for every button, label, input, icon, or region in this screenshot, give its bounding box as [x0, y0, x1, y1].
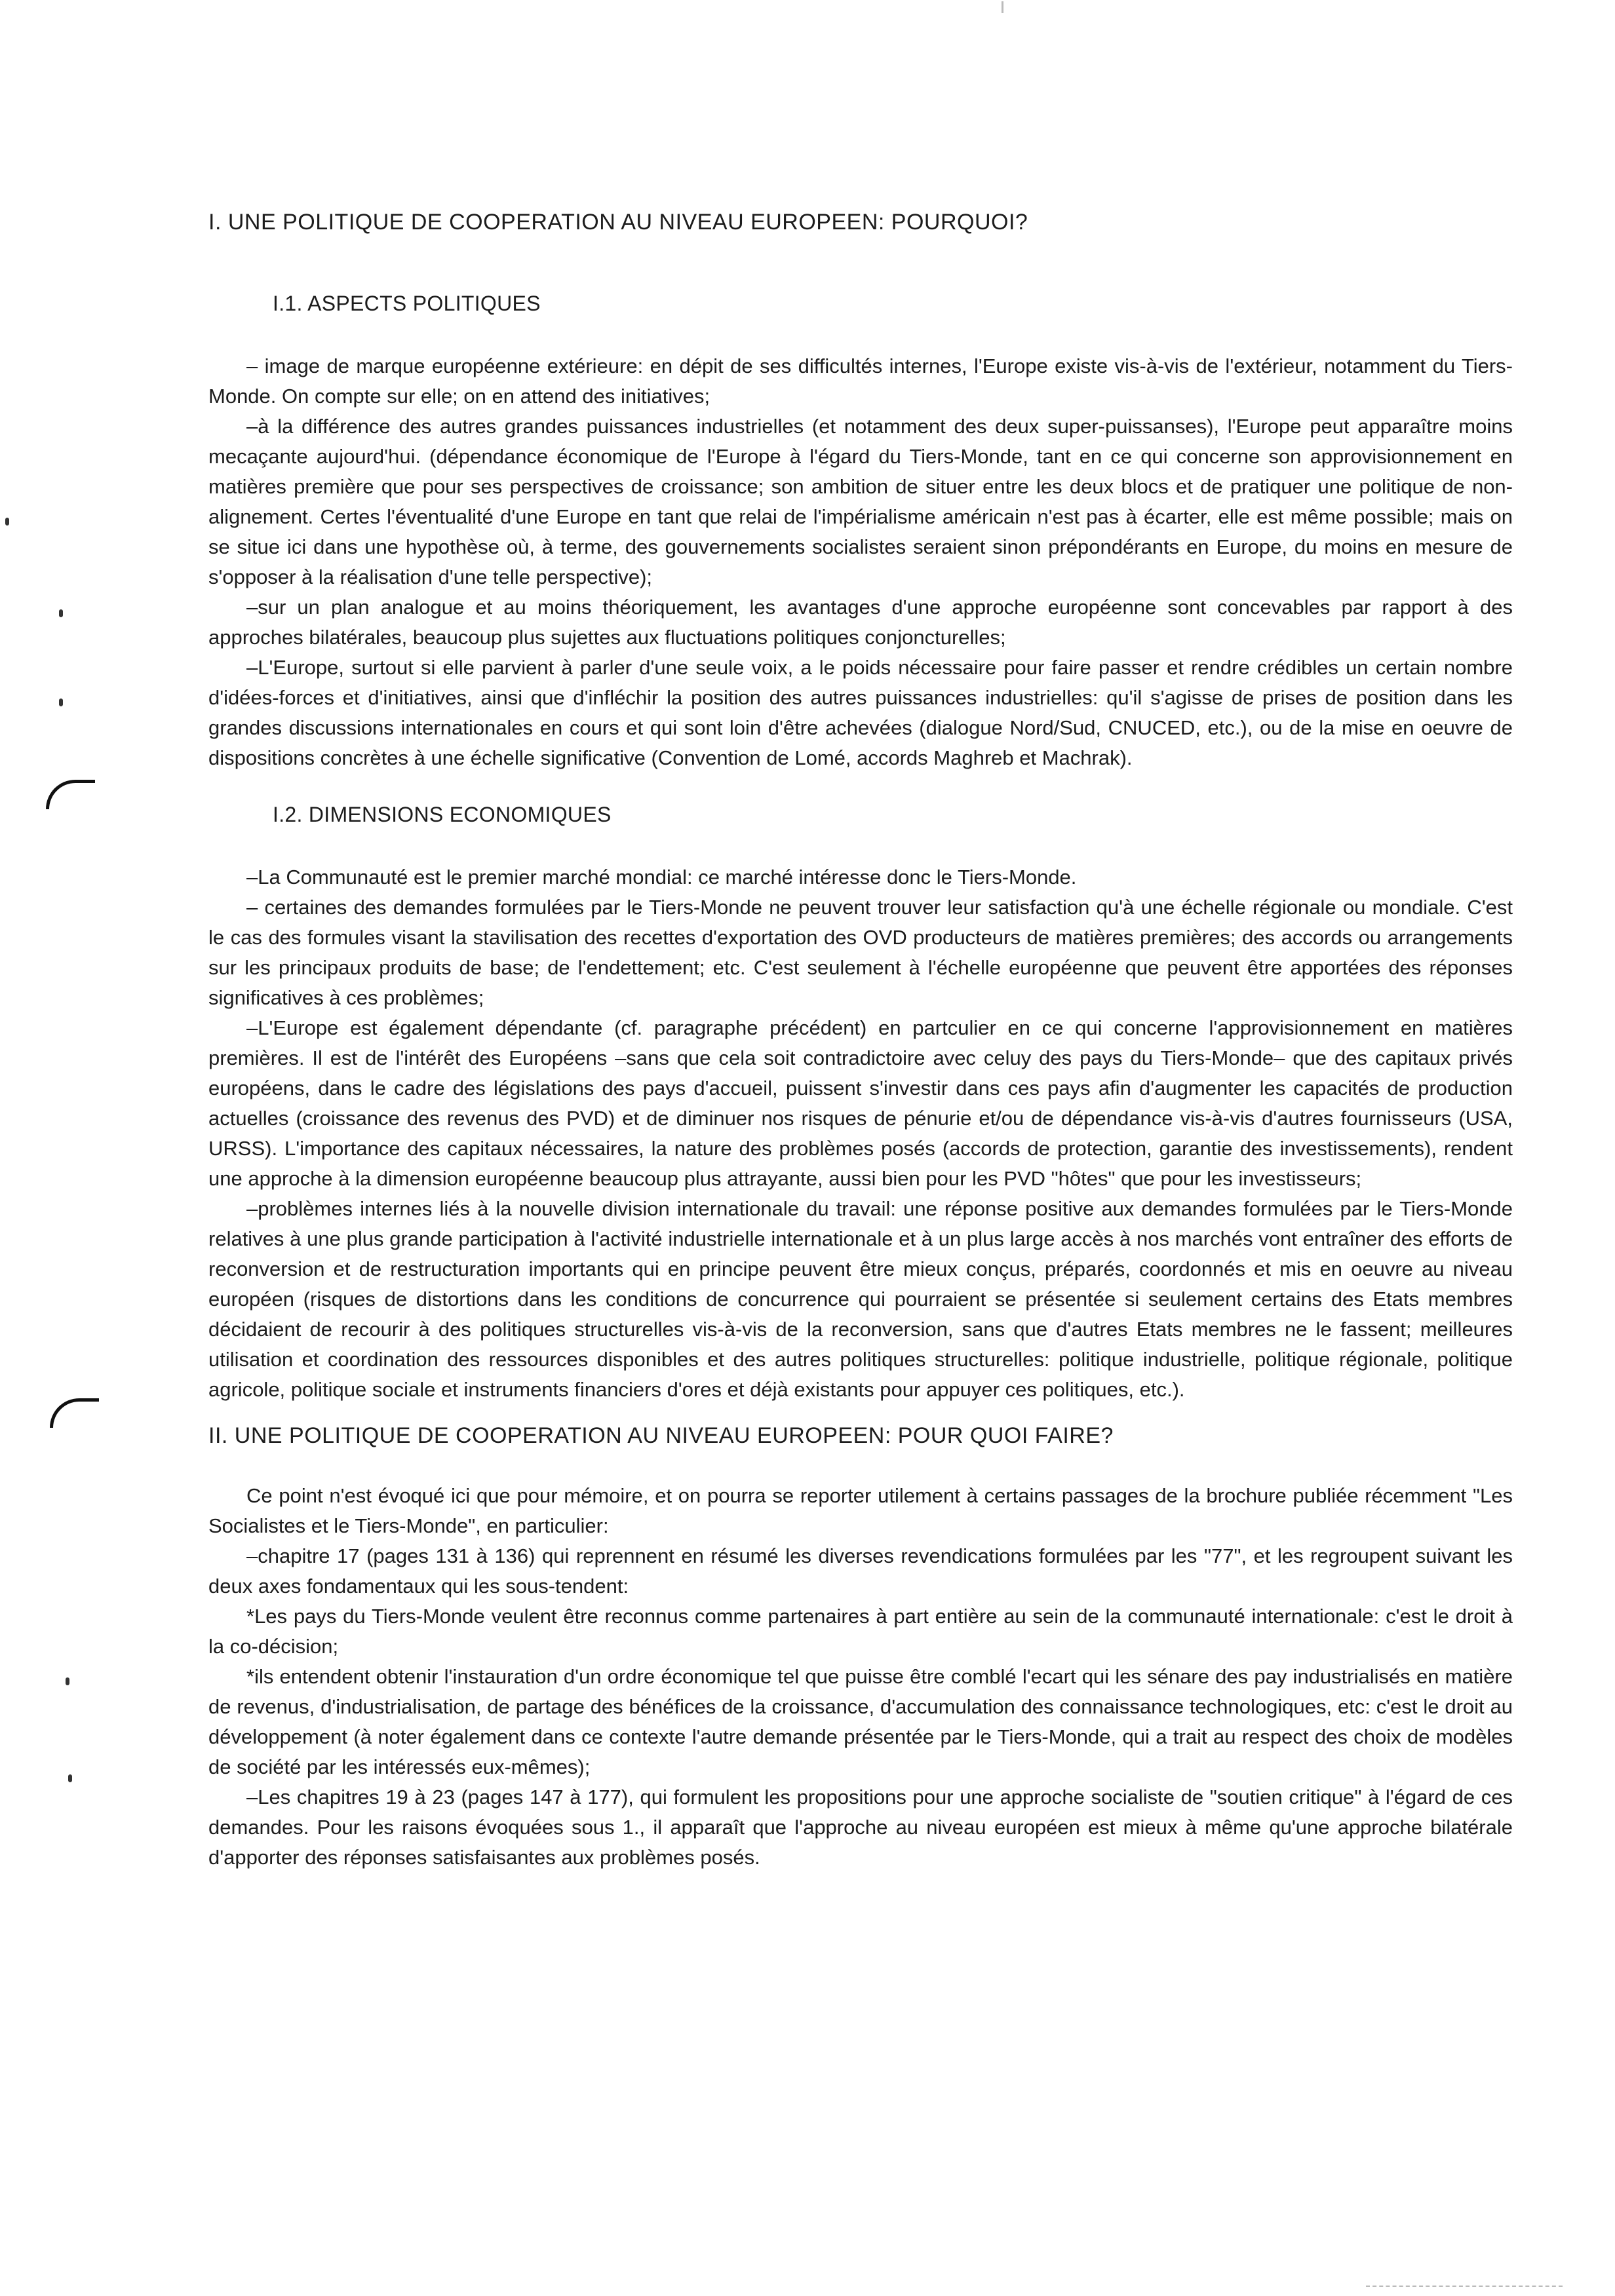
subsection-heading: I.1. ASPECTS POLITIQUES — [273, 292, 541, 315]
margin-mark — [59, 698, 63, 706]
subsection-heading: I.2. DIMENSIONS ECONOMIQUES — [273, 803, 612, 826]
paragraph: – certaines des demandes formulées par le Tiers-Monde ne peuvent trouver leur satisfaction qu'à une échelle régionale ou mondiale. C'est le cas des formules visant la stavilisation des recettes d'exportation des OVD producteurs de matières premières; des accords ou arrangements sur les principaux produits de base; de l'endettement; etc. C'est seulement à l'échelle européenne que peuvent être apportées des réponses significatives à ces problèmes; — [208, 896, 1513, 1009]
section-heading: II. UNE POLITIQUE DE COOPERATION AU NIVEAU EUROPEEN: POUR QUOI FAIRE? — [208, 1423, 1114, 1448]
margin-mark — [66, 1677, 69, 1685]
paragraph: *ils entendent obtenir l'instauration d'un ordre économique tel que puisse être comblé l'ecart qui les sénare des pay industrialisés en matière de revenus, d'industrialisation, de partage des bénéfices de la croissance, d'accumulation des connaissance technologiques, etc: c'est le droit au développement (à noter également dans ce contexte l'autre demande présentée par le Tiers-Monde, qui a trait au respect des choix de modèles de société par les intéressés eux-mêmes); — [208, 1665, 1513, 1778]
margin-mark — [59, 609, 63, 617]
margin-arc-mark — [50, 1398, 99, 1428]
margin-mark — [68, 1774, 72, 1782]
scan-speck — [1002, 1, 1003, 13]
paragraph: –à la différence des autres grandes puissances industrielles (et notamment des deux super-puissanses), l'Europe peut apparaître moins mecaçante aujourd'hui. (dépendance économique de l'Europe à l'égard du Tiers-Monde, tant en ce qui concerne son approvisionnement en matières première que pour ses perspectives de croissance; son ambition de situer entre les deux blocs et de pratiquer une politique de non-alignement. Certes l'éventualité d'une Europe en tant que relai de l'impérialisme américain n'est pas à écarter, elle est même possible; mais on se situe ici dans une hypothèse où, à terme, des gouvernements socialistes seraient sinon prépondérants en Europe, du moins en mesure de s'opposer à la réalisation d'une telle perspective); — [208, 415, 1513, 588]
paragraph: – image de marque européenne extérieure: en dépit de ses difficultés internes, l'Europe existe vis-à-vis de l'extérieur, notamment du Tiers-Monde. On compte sur elle; on en attend des initiatives; — [208, 354, 1513, 408]
paragraph: –La Communauté est le premier marché mondial: ce marché intéresse donc le Tiers-Monde. — [246, 866, 1077, 889]
paragraph: *Les pays du Tiers-Monde veulent être reconnus comme partenaires à part entière au sein de la communauté internationale: c'est le droit à la co-décision; — [208, 1605, 1513, 1658]
document-body — [208, 197, 1513, 1873]
margin-mark — [5, 518, 9, 526]
section-heading: I. UNE POLITIQUE DE COOPERATION AU NIVEAU EUROPEEN: POURQUOI? — [208, 210, 1028, 235]
paragraph: –problèmes internes liés à la nouvelle division internationale du travail: une réponse positive aux demandes formulées par le Tiers-Monde relatives à une plus grande participation à l'activité industrielle internationale et à un plus large accès à nos marchés vont entraîner des efforts de reconversion et de restructuration importants qui en principe peuvent être mieux conçus, préparés, coordonnés et mis en oeuvre au niveau européen (risques de distortions dans les conditions de concurrence qui pourraient se présentée si seulement certains des Etats membres décidaient de recourir à des politiques structurelles vis-à-vis de la reconversion, sans que d'autres Etats membres ne le fassent; meilleures utilisation et coordination des ressources disponibles et des autres politiques structurelles: politique industrielle, politique régionale, politique agricole, politique sociale et instruments financiers d'ores et déjà existants pour appuyer ces politiques, etc.). — [208, 1197, 1513, 1401]
paragraph: –Les chapitres 19 à 23 (pages 147 à 177), qui formulent les propositions pour une approche socialiste de "soutien critique" à l'égard de ces demandes. Pour les raisons évoquées sous 1., il apparaît que l'approche au niveau européen est mieux à même qu'une approche bilatérale d'apporter des réponses satisfaisantes aux problèmes posés. — [208, 1786, 1513, 1869]
paragraph: –L'Europe est également dépendante (cf. paragraphe précédent) en partculier en ce qui concerne l'approvisionnement en matières premières. Il est de l'intérêt des Européens –sans que cela soit contradictoire avec celuy des pays du Tiers-Monde– que des capitaux privés européens, dans le cadre des législations des pays d'accueil, puissent s'investir dans ces pays afin d'augmenter les capacités de production actuelles (croissance des revenus des PVD) et de diminuer nos risques de pénurie et/ou de dépendance vis-à-vis d'autres fournisseurs (USA, URSS). L'importance des capitaux nécessaires, la nature des problèmes posés (accords de protection, garantie des investissements), rendent une approche à la dimension européenne beaucoup plus attrayante, aussi bien pour les PVD "hôtes" que pour les investisseurs; — [208, 1016, 1513, 1190]
paragraph: –chapitre 17 (pages 131 à 136) qui reprennent en résumé les diverses revendications formulées par les "77", et les regroupent suivant les deux axes fondamentaux qui les sous-tendent: — [208, 1544, 1513, 1598]
paragraph: –sur un plan analogue et au moins théoriquement, les avantages d'une approche européenne sont concevables par rapport à des approches bilatérales, beaucoup plus sujettes aux fluctuations politiques conjoncturelles; — [208, 596, 1513, 649]
scan-edge — [1366, 2286, 1563, 2291]
paragraph: Ce point n'est évoqué ici que pour mémoire, et on pourra se reporter utilement à certains passages de la brochure publiée récemment "Les Socialistes et le Tiers-Monde", en particulier: — [208, 1484, 1513, 1537]
margin-arc-mark — [46, 780, 95, 809]
paragraph: –L'Europe, surtout si elle parvient à parler d'une seule voix, a le poids nécessaire pour faire passer et rendre crédibles un certain nombre d'idées-forces et d'initiatives, ainsi que d'infléchir la position des autres puissances industrielles: qu'il s'agisse de prises de position dans les grandes discussions internationales en cours et qui sont loin d'être achevées (dialogue Nord/Sud, CNUCED, etc.), ou de la mise en oeuvre de dispositions concrètes à une échelle significative (Convention de Lomé, accords Maghreb et Machrak). — [208, 656, 1513, 769]
